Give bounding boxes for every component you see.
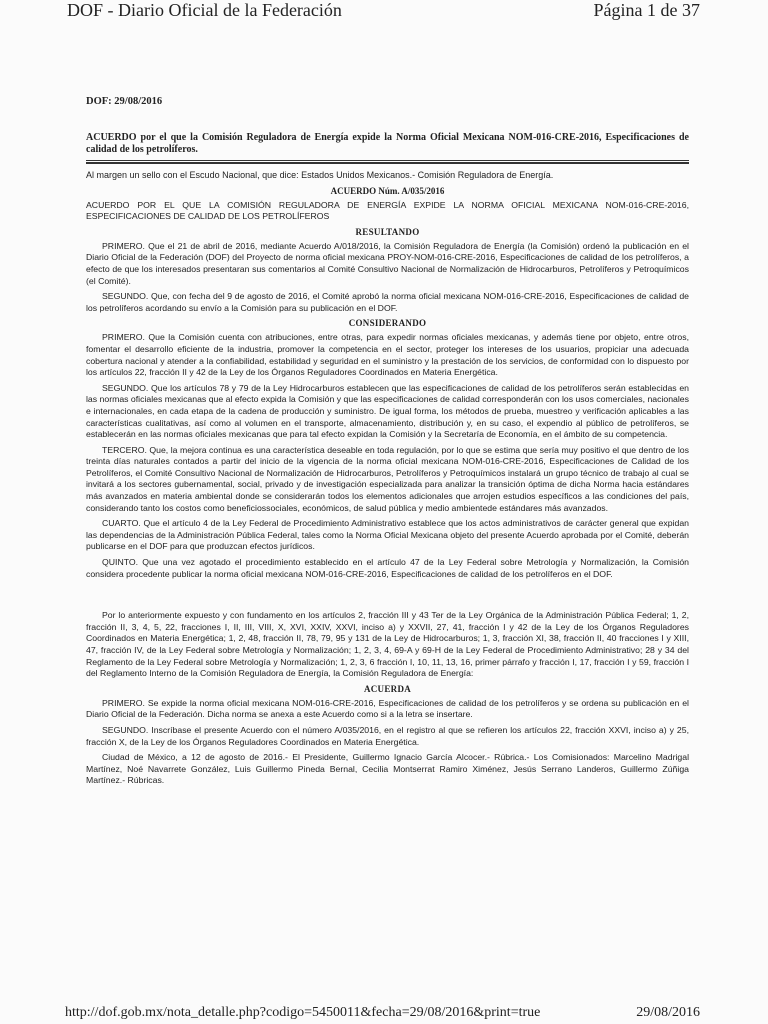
considerando-paragraph: QUINTO. Que una vez agotado el procedimiento establecido en el artículo 47 de la Ley Federal sobre Metrología y Normalización, la Comisión considera procedente publicar la norma oficial mexicana NOM-016-CRE-2016, Especificaciones de calidad de los petrolíferos en el DOF. bbox=[86, 557, 689, 579]
acuerda-heading: ACUERDA bbox=[363, 683, 412, 694]
considerando-heading: CONSIDERANDO bbox=[348, 318, 427, 329]
considerando-paragraph: CUARTO. Que el artículo 4 de la Ley Federal de Procedimiento Administrativo establece que los actos administrativos de carácter general que expidan las dependencias de la Administración Pública Federal, tales como la Norma Oficial Mexicana objeto del presente Acuerdo aprobada por el Comité, deberán publicarse en el DOF para que produzcan efectos jurídicos. bbox=[86, 518, 689, 552]
signature-paragraph: Ciudad de México, a 12 de agosto de 2016.- El Presidente, Guillermo Ignacio García Alcocer.- Rúbrica.- Los Comisionados: Marcelino Madrigal Martínez, Noé Navarrete González, Luis Guillermo Pineda Bernal, Cecilia Montserrat Ramiro Ximénez, Jesús Serrano Landeros, Guillermo Zúñiga Martínez.- Rúbricas. bbox=[86, 752, 689, 786]
footer-url: http://dof.gob.mx/nota_detalle.php?codigo=5450011&fecha=29/08/2016&print=true bbox=[65, 1005, 541, 1020]
resultando-heading: RESULTANDO bbox=[355, 226, 420, 237]
document-title: ACUERDO por el que la Comisión Reguladora de Energía expide la Norma Oficial Mexicana NOM-016-CRE-2016, Especificaciones de calidad de los petrolíferos. bbox=[86, 132, 689, 155]
publication-date: DOF: 29/08/2016 bbox=[86, 96, 163, 107]
title-rule-thin bbox=[86, 160, 689, 161]
header-title: DOF - Diario Oficial de la Federación bbox=[67, 0, 342, 20]
section-spacer bbox=[86, 584, 689, 610]
document-body bbox=[86, 96, 689, 791]
fundamento-paragraph: Por lo anteriormente expuesto y con fundamento en los artículos 2, fracción III y 43 Ter de la Ley Orgánica de la Administración Pública Federal; 1, 2, fracción II, 3, 4, 5, 22, fracciones I, II, III, VIII, X, XVI, XXIV, XXVI, inciso a) y XXVII, 27, 41, fracción I y 42 de la Ley de los Órganos Reguladores Coordinados en Materia Energética; 1, 2, 48, fracción II, 78, 79, 95 y 131 de la Ley de Hidrocarburos; 1, 3, fracción XI, 38, fracción II, 40 fracciones I y XIII, 47, fracción IV, de la Ley Federal sobre Metrología y Normalización; 1, 2, 3, 4, 69-A y 69-H de la Ley Federal de Procedimiento Administrativo; 28 y 34 del Reglamento de la Ley Federal sobre Metrología y Normalización; 1, 2, 3, 6 fracción I, 10, 11, 13, 16, primer párrafo y fracción I, 17, fracción I y 59, fracción I del Reglamento Interno de la Comisión Reguladora de Energía, la Comisión Reguladora de Energía: bbox=[86, 610, 689, 679]
acuerdo-number: ACUERDO Núm. A/035/2016 bbox=[330, 185, 445, 196]
page-footer bbox=[0, 1005, 768, 1024]
footer-date: 29/08/2016 bbox=[636, 1005, 700, 1020]
resultando-paragraph: PRIMERO. Que el 21 de abril de 2016, mediante Acuerdo A/018/2016, la Comisión Reguladora de Energía (la Comisión) ordenó la publicación en el Diario Oficial de la Federación (DOF) del Proyecto de norma oficial mexicana PROY-NOM-016-CRE-2016, Especificaciones de calidad de los petrolíferos, a efecto de que los interesados presentaran sus comentarios al Comité Consultivo Nacional de Normalización de Hidrocarburos, Petrolíferos y Petroquímicos (el Comité). bbox=[86, 240, 689, 286]
considerando-paragraph: TERCERO. Que, la mejora continua es una característica deseable en toda regulación, por lo que se estima que sería muy positivo el que dentro de los treinta días naturales contados a partir del inicio de la vigencia de la norma oficial mexicana NOM-016-CRE-2016, Especificaciones de Calidad de los Petrolíferos, el Comité Consultivo Nacional de Normalización de Hidrocarburos, Petrolíferos y Petroquímicos instalará un grupo técnico de trabajo al cual se invitará a los sectores gubernamental, social, privado y de investigación especializada para analizar la transición óptima de dicha Norma hacia estándares más avanzados en materia ambiental donde se considerarán todos los elementos adicionales que arrojen estudios específicos a las condiciones del país, considerando tanto los costos como beneficiossociales, económicos, de salud pública y medio ambientede estándares más avanzados. bbox=[86, 444, 689, 513]
considerando-paragraph: SEGUNDO. Que los artículos 78 y 79 de la Ley Hidrocarburos establecen que las especificaciones de calidad de los petrolíferos serán establecidas en las normas oficiales mexicanas que al efecto expida la Comisión y que las especificaciones de calidad corresponderán con los usos comerciales, nacionales e internacionales, en cada etapa de la cadena de producción y suministro. De igual forma, los métodos de prueba, muestreo y verificación aplicables a las características cualitativas, así como al volumen en el transporte, almacenamiento, distribución y, en su caso, el expendio al público de petrolíferos, se establecerán en las normas oficiales mexicanas que para tal efecto expidan la Comisión y la Secretaría de Economía, en el ámbito de su competencia. bbox=[86, 382, 689, 440]
resultando-paragraph: SEGUNDO. Que, con fecha del 9 de agosto de 2016, el Comité aprobó la norma oficial mexicana NOM-016-CRE-2016, Especificaciones de calidad de los petrolíferos acordando su envío a la Comisión para su publicación en el DOF. bbox=[86, 291, 689, 313]
title-rule-thick bbox=[86, 162, 689, 164]
considerando-paragraph: PRIMERO. Que la Comisión cuenta con atribuciones, entre otras, para expedir normas oficiales mexicanas, y además tiene por objeto, entre otros, fomentar el desarrollo eficiente de la industria, promover la competencia en el sector, proteger los intereses de los usuarios, propiciar una adecuada cobertura nacional y atender a la confiabilidad, estabilidad y seguridad en el suministro y la prestación de los servicios, de conformidad con lo dispuesto por los artículos 22, fracción II y 42 de la Ley de los Órganos Reguladores Coordinados en Materia Energética. bbox=[86, 332, 689, 378]
header-page-number: Página 1 de 37 bbox=[593, 0, 700, 20]
margin-note: Al margen un sello con el Escudo Nacional, que dice: Estados Unidos Mexicanos.- Comisión Reguladora de Energía. bbox=[86, 170, 554, 180]
page-header bbox=[0, 0, 768, 28]
upper-title: ACUERDO POR EL QUE LA COMISIÓN REGULADORA DE ENERGÍA EXPIDE LA NORMA OFICIAL MEXICANA NOM-016-CRE-2016, ESPECIFICACIONES DE CALIDAD DE LOS PETROLÍFEROS bbox=[86, 199, 689, 222]
acuerda-paragraph: PRIMERO. Se expide la norma oficial mexicana NOM-016-CRE-2016, Especificaciones de calidad de los petrolíferos y se ordena su publicación en el Diario Oficial de la Federación. Dicha norma se anexa a este Acuerdo como si a la letra se insertare. bbox=[86, 697, 689, 720]
acuerda-paragraph: SEGUNDO. Inscríbase el presente Acuerdo con el número A/035/2016, en el registro al que se refieren los artículos 22, fracción XXVI, inciso a) y 25, fracción X, de la Ley de los Órganos Reguladores Coordinados en Materia Energética. bbox=[86, 724, 689, 747]
